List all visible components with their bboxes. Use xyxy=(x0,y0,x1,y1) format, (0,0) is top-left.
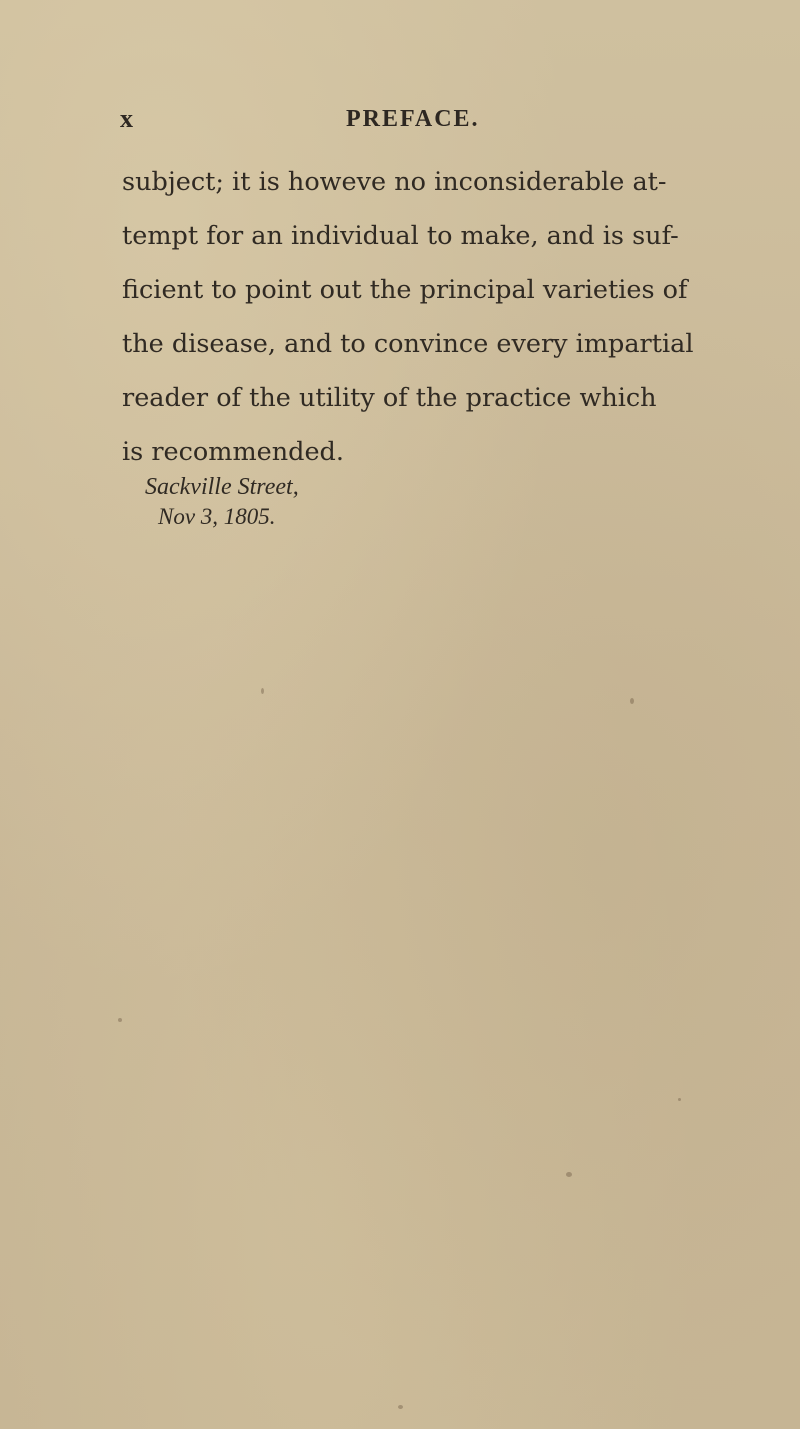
text-line: subject; it is howeve no inconsiderable at- xyxy=(122,167,667,197)
paper-speck xyxy=(398,1405,403,1409)
text-line: tempt for an individual to make, and is suf- xyxy=(122,221,679,251)
paper-speck xyxy=(261,688,264,694)
signoff-date: Nov 3, 1805. xyxy=(158,504,276,529)
preface-body xyxy=(122,155,762,479)
page-header xyxy=(120,100,720,140)
paper-speck xyxy=(118,1018,122,1022)
text-line: reader of the utility of the practice which xyxy=(122,383,657,413)
text-line: ficient to point out the principal varieties of xyxy=(122,275,688,305)
page-number: x xyxy=(120,104,133,133)
paper-speck xyxy=(566,1172,572,1177)
paper-speck xyxy=(678,1098,681,1101)
signoff-place: Sackville Street, xyxy=(145,474,299,500)
signoff xyxy=(145,472,545,532)
paper-speck xyxy=(630,698,634,704)
text-line: is recommended. xyxy=(122,437,344,467)
text-line: the disease, and to convince every impartial xyxy=(122,329,694,359)
running-head: PREFACE. xyxy=(346,106,480,132)
